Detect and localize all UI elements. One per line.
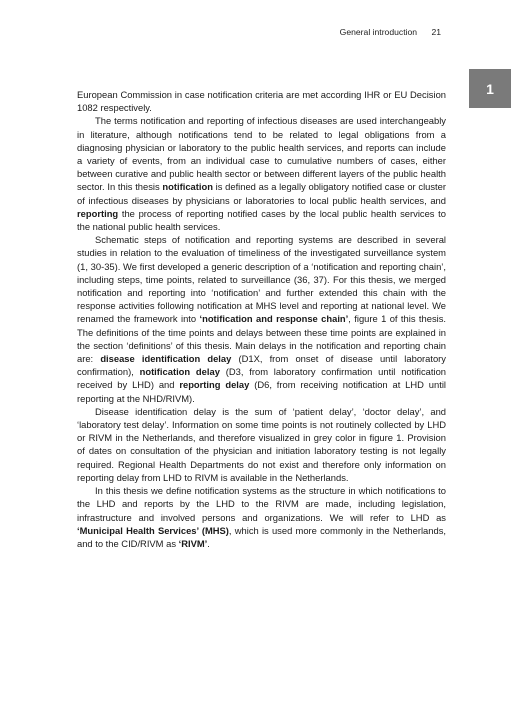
term-disease-identification-delay: disease identification delay [100,353,232,365]
paragraph-4 [77,405,446,484]
paragraph-text: Schematic steps of notification and reporting systems are described in several studies in relation to the evaluation of timeliness of the investigated surveillance system (1, 30-35). We first developed a generic description of a ‘notification and reporting chain’, including steps, time points, related to surveillance (36, 37). For this thesis, we merged notification and reporting into ‘notification’ and further extended this chain with the response activities following notification at MHS level and reporting at national level. We renamed the framework into [77,234,446,325]
term-notification: notification [162,181,213,193]
paragraph-text: In this thesis we define notification systems as the structure in which notifications to the LHD and reports by the LHD to the RIVM are made, including legislation, infrastructure and involved persons and organizations. We will refer to LHD as [77,485,446,523]
paragraph-text: The terms notification and reporting of infectious diseases are used interchangeably in literature, although notifications tend to be related to legal obligations from a diagnosing physician or laboratory to the public health services, and reports can include a variety of events, from an individual case to cumulative numbers of cases, either between curative and public health sector or between different layers of the public health sector. In this thesis [77,115,446,193]
paragraph-text: the process of reporting notified cases by the local public health services to the national public health services. [77,207,446,233]
chapter-tab: 1 [469,69,511,108]
paragraph-text: . [207,537,210,549]
paragraph-1 [77,88,446,114]
term-chain: ‘notification and response chain’ [199,313,349,325]
paragraph-5 [77,484,446,550]
paragraph-text: is defined as a legally obligatory notified case or cluster of infectious diseases by physicians or laboratories to local public health services, and [77,181,446,206]
term-reporting-delay: reporting delay [179,379,250,391]
term-reporting: reporting [77,207,119,219]
paragraph-text: , which is used more commonly in the Netherlands, and to the CID/RIVM as [77,524,446,549]
paragraph-3 [77,233,446,405]
paragraph-2 [77,114,446,233]
paragraph-text: (D3, from laboratory confirmation until notification received by LHD) and [77,366,447,391]
term-rivm: ‘RIVM’ [178,537,208,549]
term-mhs: ‘Municipal Health Services’ (MHS) [77,524,229,536]
chapter-title: General introduction [339,27,418,37]
paragraph-text: (D1X, from onset of disease until laboratory confirmation), [77,353,446,378]
running-header [340,27,441,37]
paragraph-text: (D6, from receiving notification at LHD until reporting at the NHD/RIVM). [77,379,446,404]
term-notification-delay: notification delay [139,366,220,378]
paragraph-text: Disease identification delay is the sum of ‘patient delay’, ‘doctor delay’, and ‘laboratory test delay’. Information on some time points is not routinely collected by LHD or RIVM in the Netherlands, and therefore visualized in grey color in figure 1. Provision of dates on consultation of the physician and initiation laboratory testing is not legally required. Regional Health Departments do not exist and therefore only information on reporting delay from LHD to RIVM is available in the Netherlands. [77,405,446,483]
paragraph-text: , figure 1 of this thesis. The definitions of the time points and delays between these time points are explained in the section ‘definitions’ of this thesis. Main delays in the notification and reporting chain are: [77,313,447,365]
page-number: 21 [431,27,441,37]
body-text [77,88,446,550]
paragraph-text: European Commission in case notification criteria are met according IHR or EU Decision 1082 respectively. [77,89,446,114]
